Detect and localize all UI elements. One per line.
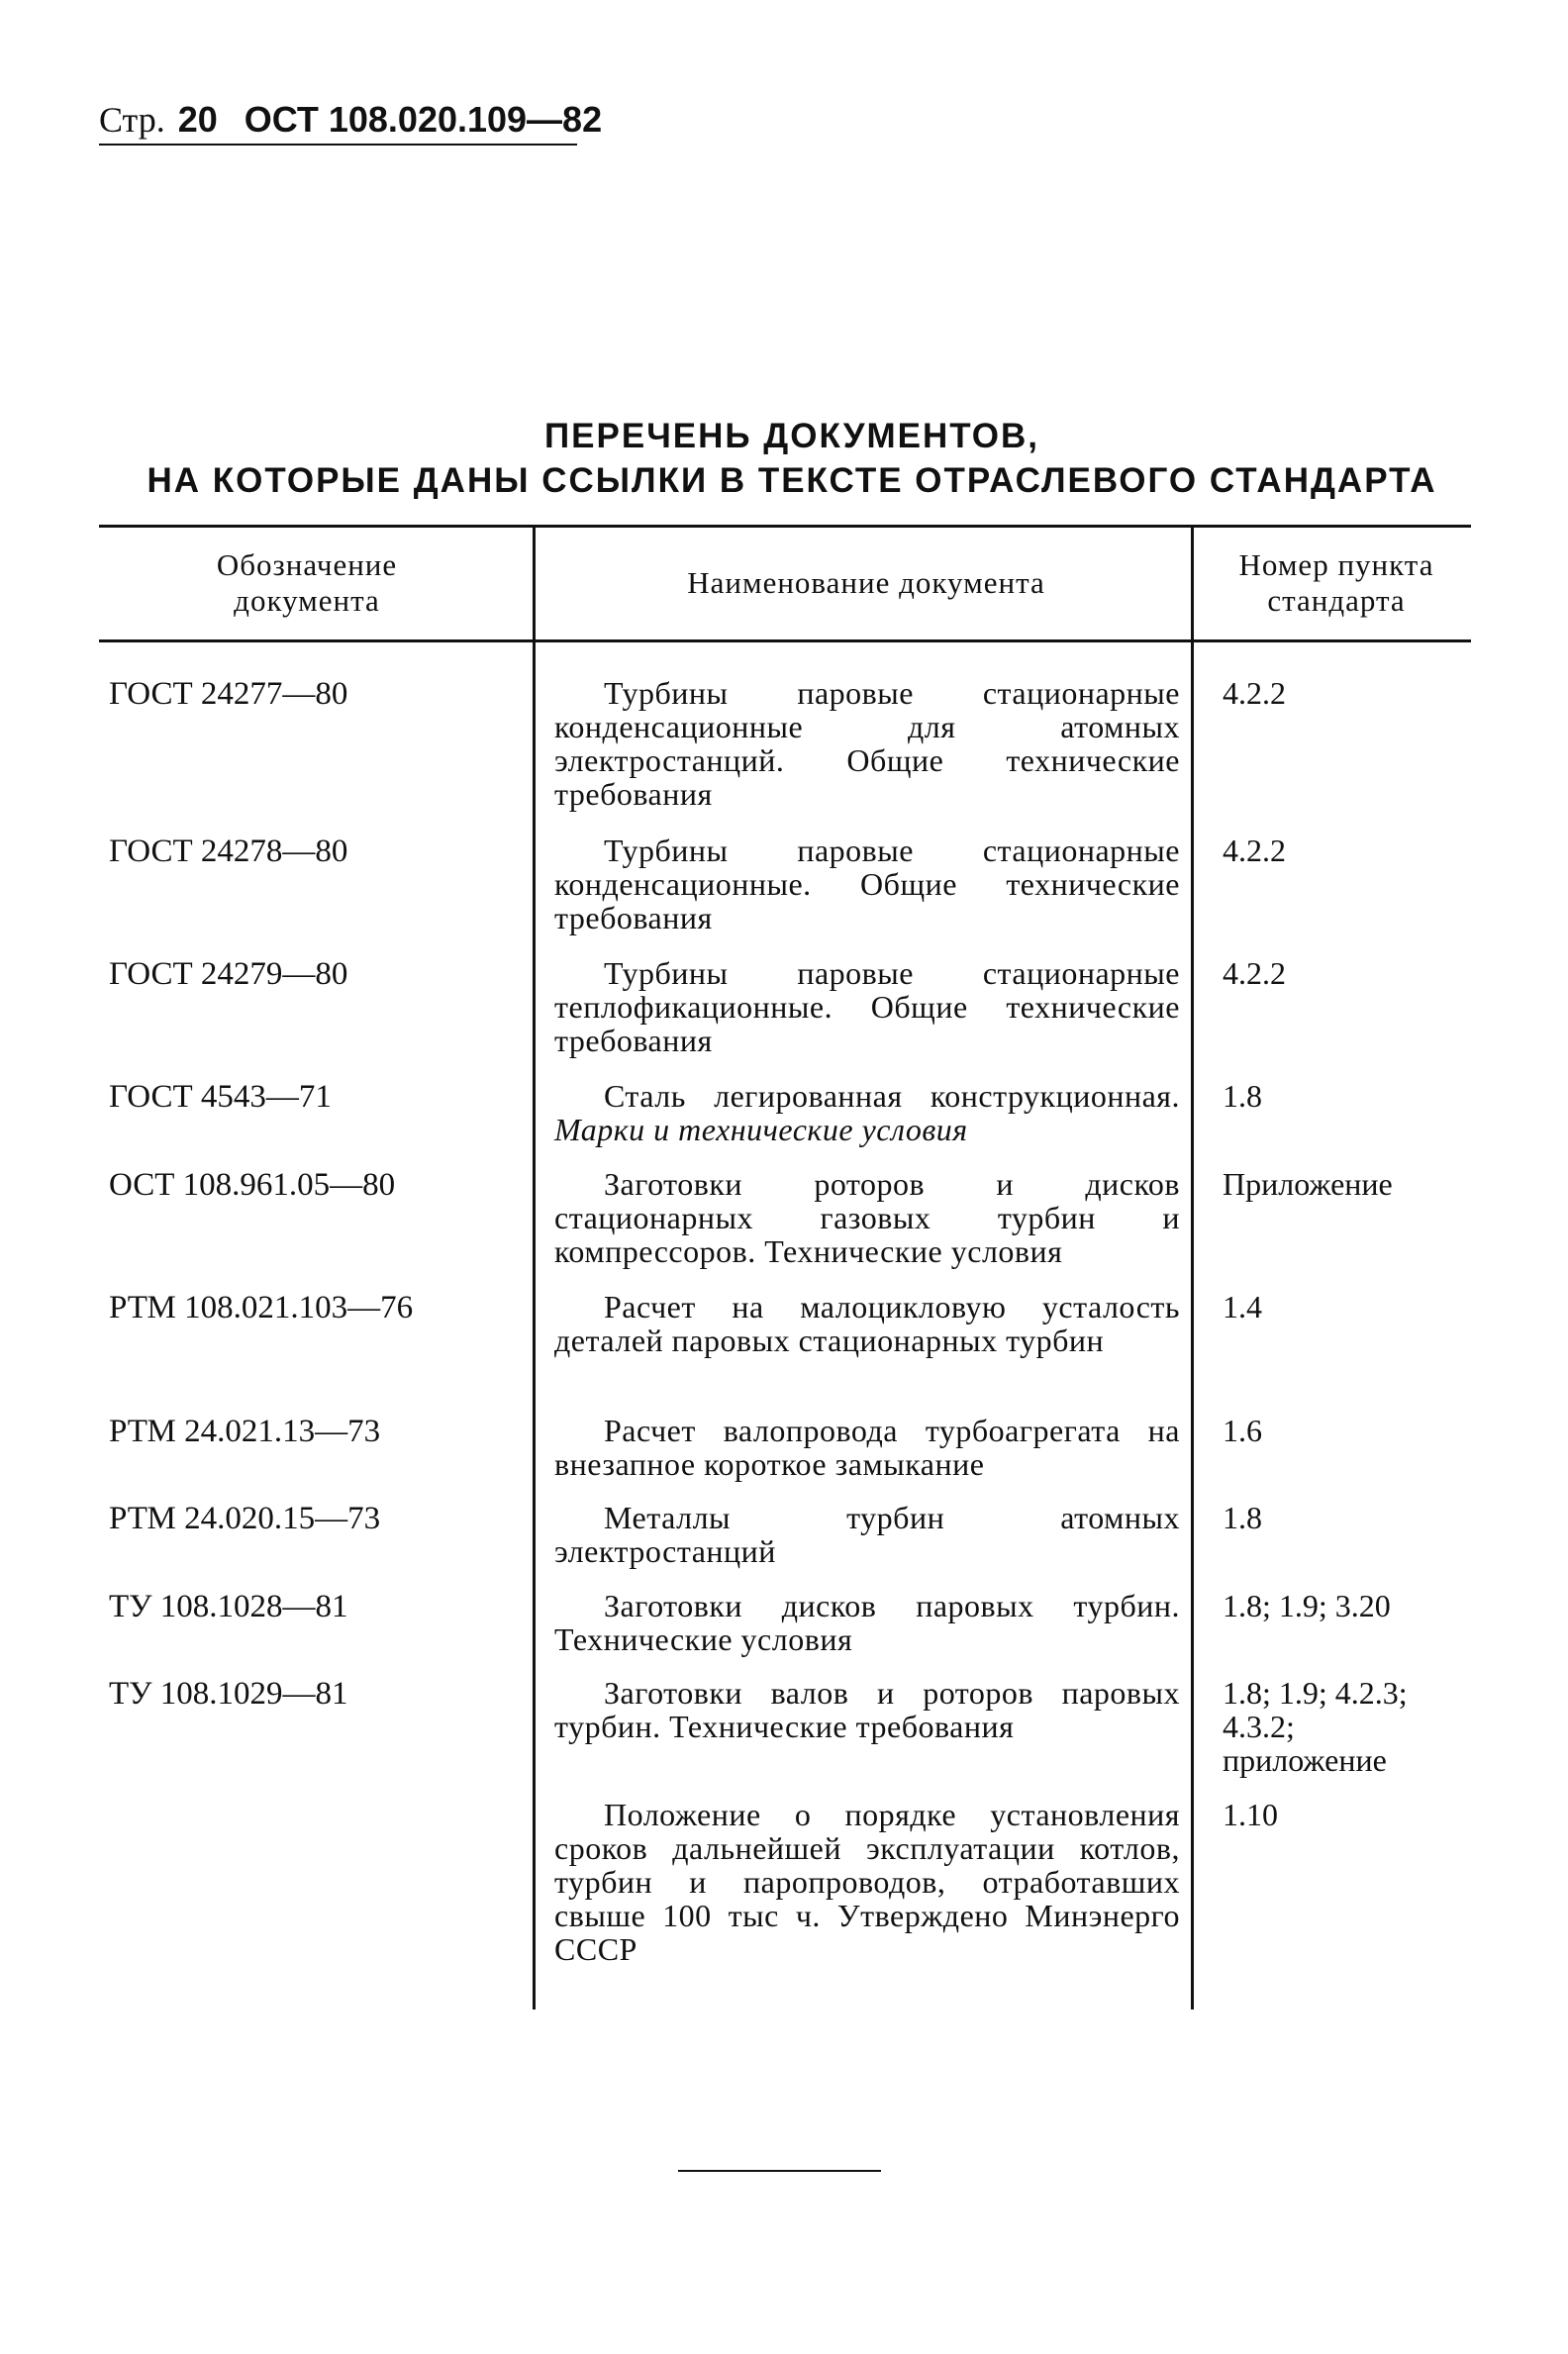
page-label: Стр. [99,100,165,140]
document-code: ГОСТ 24277—80 [109,676,348,712]
document-name: Заготовки валов и роторов паровых турбин. Технические требования [554,1675,1180,1744]
clause-number: 1.8; 1.9; 3.20 [1223,1588,1391,1623]
document-title-line-2: НА КОТОРЫЕ ДАНЫ ССЫЛКИ В ТЕКСТЕ ОТРАСЛЕВОГО СТАНДАРТА [147,461,1437,500]
document-name: Заготовки роторов и дисков стационарных газовых турбин и компрессоров. Технические условия [554,1166,1180,1269]
document-code: ОСТ 108.961.05—80 [109,1167,396,1203]
document-code: ГОСТ 4543—71 [109,1079,332,1115]
standard-code: ОСТ 108.020.109—82 [244,99,603,140]
document-code: ГОСТ 24278—80 [109,834,348,869]
document-code: РТМ 24.020.15—73 [109,1501,381,1536]
end-of-list-rule [678,2170,881,2172]
document-name: Положение о порядке установления сроков дальнейшей эксплуатации котлов, турбин и паропроводов, отработавших свыше 100 тыс ч. Утверждено Минэнерго СССР [554,1797,1180,1967]
document-name: Расчет на малоцикловую усталость деталей паровых стационарных турбин [554,1289,1180,1358]
document-code: РТМ 108.021.103—76 [109,1290,414,1325]
column-divider-2 [1191,528,1194,2010]
clause-number: 1.6 [1223,1413,1262,1448]
document-name: Турбины паровые стационарные теплофикационные. Общие технические требования [554,955,1180,1058]
document-name: Заготовки дисков паровых турбин. Технические условия [554,1588,1180,1657]
document-name [554,1079,1180,1146]
column-header-designation: Обозначение документа [216,547,398,618]
clause-number: 1.8; 1.9; 4.2.3; 4.3.2; приложение [1223,1675,1408,1778]
table-top-rule [99,525,1471,528]
document-code: ГОСТ 24279—80 [109,956,348,992]
document-name-regular: Сталь легированная конструкционная. [604,1078,1180,1114]
clause-number: 4.2.2 [1223,833,1286,868]
clause-number: 1.10 [1223,1797,1278,1832]
column-header-document-name: Наименование документа [687,565,1045,600]
table-header-rule [99,639,1471,642]
clause-number: 4.2.2 [1223,955,1286,991]
document-code: ТУ 108.1028—81 [109,1589,348,1624]
document-code: РТМ 24.021.13—73 [109,1414,381,1449]
document-code: ТУ 108.1029—81 [109,1676,348,1712]
document-name: Турбины паровые стационарные конденсационные для атомных электростанций. Общие технические требования [554,675,1180,812]
page-header [99,99,602,141]
clause-number: 1.4 [1223,1289,1262,1324]
document-name: Турбины паровые стационарные конденсационные. Общие технические требования [554,833,1180,935]
document-name-italic: Марки и технические условия [554,1112,968,1147]
column-header-clause-number: Номер пункта стандарта [1238,547,1434,618]
clause-number: 1.8 [1223,1078,1262,1114]
document-name: Металлы турбин атомных электростанций [554,1500,1180,1569]
column-divider-1 [533,528,536,2010]
page-number: 20 [177,99,218,140]
clause-number: 1.8 [1223,1500,1262,1535]
clause-number: Приложение [1223,1166,1393,1202]
clause-number: 4.2.2 [1223,675,1286,711]
header-underline [99,144,577,146]
document-title-line-1: ПЕРЕЧЕНЬ ДОКУМЕНТОВ, [544,417,1039,455]
document-name: Расчет валопровода турбоагрегата на внезапное короткое замыкание [554,1413,1180,1482]
